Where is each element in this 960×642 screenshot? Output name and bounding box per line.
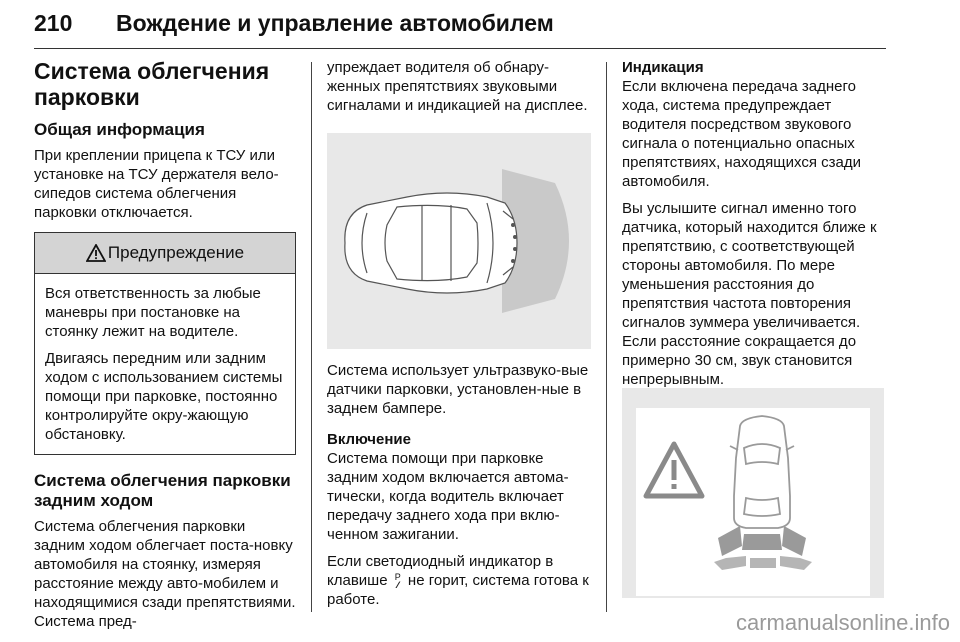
column-divider (606, 62, 607, 612)
indication-heading: Индикация (622, 59, 704, 76)
continuation-text: упреждает водителя об обнару-женных препятствиях звуковыми сигналами и индикацией на дисплее. (327, 59, 588, 114)
warning-box (34, 232, 296, 455)
rear-assist-heading: Система облегчения парковки задним ходом (34, 471, 291, 510)
rear-assist-text: Система облегчения парковки задним ходом облегчает поста-новку автомобиля на стоянку, измеряя расстояние между авто-мобилем и находящимися сзади препятствиями. Система пред- (34, 518, 296, 630)
display-illustration (622, 388, 884, 598)
section-title (34, 58, 296, 110)
page-number: 210 (34, 10, 73, 36)
section-title-line2: парковки (34, 84, 140, 110)
general-heading: Общая информация (34, 120, 205, 139)
watermark: carmanualsonline.info (735, 610, 950, 635)
sensors-text: Система использует ультразвуко-вые датчики парковки, установлен-ные в заднем бампере. (327, 362, 589, 417)
page-header (34, 8, 886, 49)
column-right (622, 58, 884, 389)
led-text-start: Если светодиодный индикатор в клавише (327, 553, 554, 589)
signal-text: Вы услышите сигнал именно того датчика, который находится ближе к препятствию, с соответствующей стороны автомобиля. По мере уменьшения расстояния до препятствия частота повторения сигналов зуммера увеличивается. Если расстояние сокращается до примерно 30 см, звук становится непрерывным. (622, 200, 877, 388)
warning-text: Двигаясь передним или задним ходом с использованием системы помощи при парковке, постоянно контролируйте окру-жающую обстановку. (45, 350, 283, 443)
figure-display (622, 388, 884, 598)
section-title-line1: Система облегчения (34, 58, 270, 84)
activation-text: Система помощи при парковке задним ходом включается автома-тически, когда водитель включает передачу заднего хода при вклю-ченном зажигании. (327, 450, 569, 543)
led-text-end: не горит, система готова к работе. (327, 572, 589, 608)
warning-text: Вся ответственность за любые маневры при постановке на стоянку лежит на водителе. (45, 285, 261, 340)
indication-text: Если включена передача заднего хода, система предупреждает водителя посредством звукового сигнала о потенциально опасных препятствиях, находящихся сзади автомобиля. (622, 78, 861, 190)
chapter-title: Вождение и управление автомобилем (116, 10, 554, 36)
figure-car-sensors (327, 133, 591, 349)
activation-heading: Включение (327, 431, 411, 448)
column-left (34, 58, 296, 631)
column-divider (311, 62, 312, 612)
parking-button-icon-label: P (394, 572, 401, 583)
led-text (327, 552, 591, 609)
parking-button-icon: P ⁄⁄ (394, 572, 401, 591)
column-middle (327, 58, 591, 609)
car-sensor-illustration (327, 133, 591, 349)
warning-body (35, 274, 295, 454)
general-text: При креплении прицепа к ТСУ или установке на ТСУ держателя вело-сипедов система облегчения парковки отключается. (34, 147, 279, 221)
warning-triangle-icon (86, 244, 106, 262)
warning-title: Предупреждение (107, 243, 245, 262)
warning-header (35, 233, 295, 274)
